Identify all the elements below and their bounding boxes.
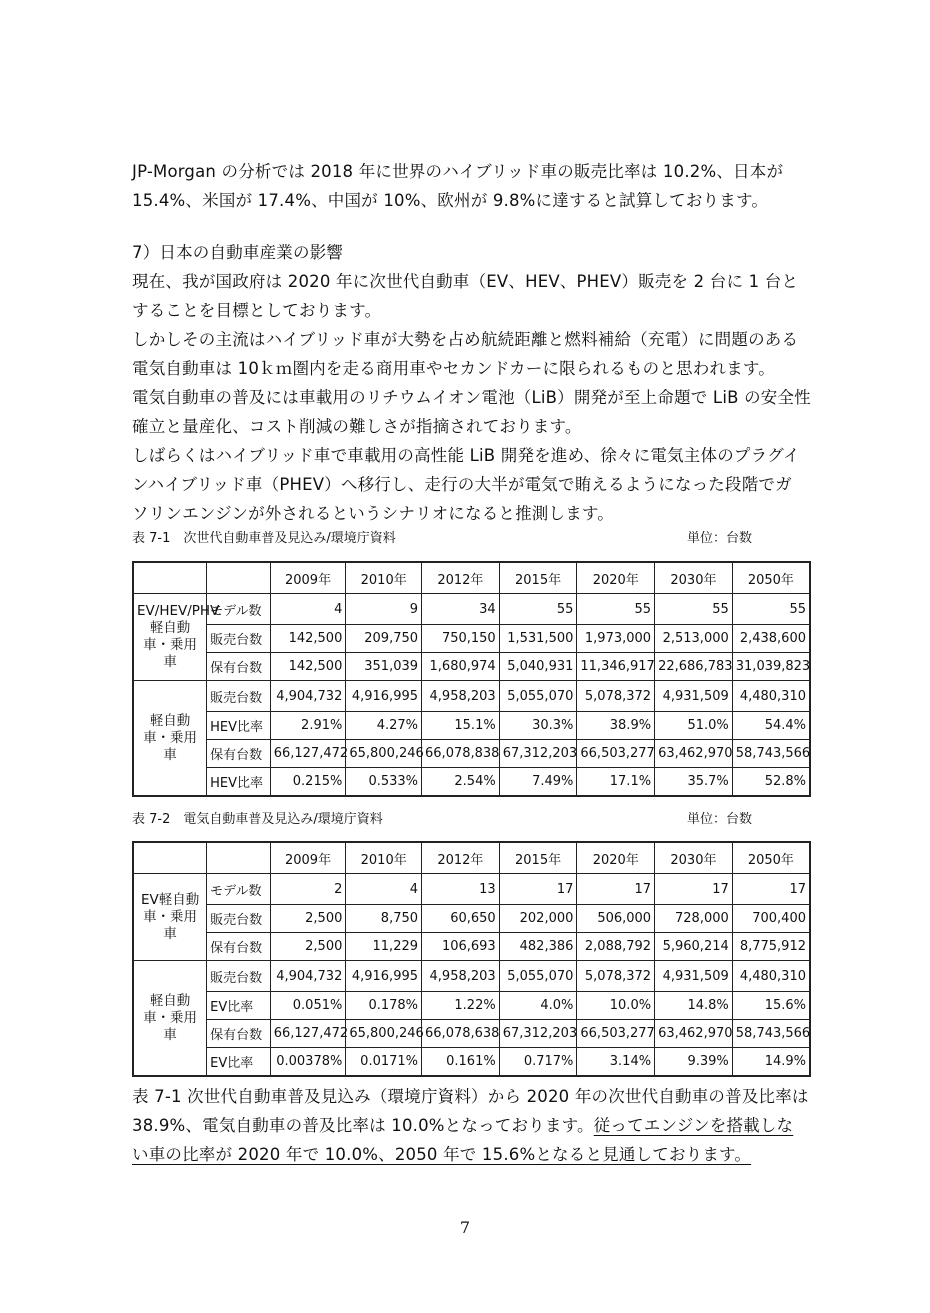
body-line: することを目標としております。 xyxy=(132,301,382,320)
table2-cell: 0.178% xyxy=(346,992,422,1020)
table2-cell: 0.0171% xyxy=(346,1048,422,1077)
table1-cell: 58,743,566 xyxy=(732,740,810,768)
table1-cell: 63,462,970 xyxy=(655,740,733,768)
table1-year-header: 2009年 xyxy=(270,562,346,594)
table1-corner-cell xyxy=(133,562,207,594)
table1-cell: 1,680,974 xyxy=(422,653,500,681)
table1-cell: 38.9% xyxy=(577,712,655,740)
table2-cell: 1.22% xyxy=(422,992,500,1020)
table2-cell: 17 xyxy=(655,874,733,905)
table2-cell: 4,931,509 xyxy=(655,961,733,992)
table1-cell: 67,312,203 xyxy=(499,740,577,768)
table2-cell: 10.0% xyxy=(577,992,655,1020)
table1-cell: 51.0% xyxy=(655,712,733,740)
body-line: ソリンエンジンが外されるというシナリオになると推測します。 xyxy=(132,504,614,523)
table2-cell: 66,127,472 xyxy=(270,1020,346,1048)
section-heading-text: 7）日本の自動車産業の影響 xyxy=(132,243,344,262)
table2-cell: 65,800,246 xyxy=(346,1020,422,1048)
table2-group-label: EV軽自動車・乗用車 xyxy=(133,874,207,961)
table2-row-label: EV比率 xyxy=(207,992,271,1020)
table2-cell: 60,650 xyxy=(422,905,500,933)
conclusion-line xyxy=(132,1111,812,1140)
table2-cell: 4 xyxy=(346,874,422,905)
table1-cell: 4,904,732 xyxy=(270,681,346,712)
table1-year-header: 2020年 xyxy=(577,562,655,594)
table1-row xyxy=(133,712,810,740)
table2-cell: 63,462,970 xyxy=(655,1020,733,1048)
body-line: しかしその主流はハイブリッド車が大勢を占め航続距離と燃料補給（充電）に問題のある xyxy=(132,330,799,349)
table2-cell: 2,088,792 xyxy=(577,933,655,961)
table1-cell: 7.49% xyxy=(499,768,577,797)
table1-cell: 142,500 xyxy=(270,653,346,681)
table1-row xyxy=(133,625,810,653)
body-paragraph xyxy=(132,267,812,528)
table2-row xyxy=(133,1020,810,1048)
table2-year-header: 2009年 xyxy=(270,842,346,874)
table1-cell: 31,039,823 xyxy=(732,653,810,681)
intro-line: JP-Morgan の分析では 2018 年に世界のハイブリッド車の販売比率は 10.2%、日本が xyxy=(132,162,784,181)
table2-cell: 13 xyxy=(422,874,500,905)
table2-cell: 14.8% xyxy=(655,992,733,1020)
table1-cell: 30.3% xyxy=(499,712,577,740)
table2-row-label: 販売台数 xyxy=(207,905,271,933)
table1-row-label: 販売台数 xyxy=(207,625,271,653)
body-line: 電気自動車は 10ｋｍ圏内を走る商用車やセカンドカーに限られるものと思われます。 xyxy=(132,359,775,378)
table2-cell: 2,500 xyxy=(270,933,346,961)
conclusion-paragraph xyxy=(132,1082,812,1169)
table1-row-label: HEV比率 xyxy=(207,768,271,797)
table1-cell: 34 xyxy=(422,594,500,625)
table1-cell: 66,078,838 xyxy=(422,740,500,768)
table1-cell: 2,513,000 xyxy=(655,625,733,653)
table1-cell: 5,040,931 xyxy=(499,653,577,681)
table2-cell: 17 xyxy=(577,874,655,905)
table2-cell: 4,958,203 xyxy=(422,961,500,992)
table1-caption-row xyxy=(132,527,752,546)
table1-cell: 2.54% xyxy=(422,768,500,797)
table1-cell: 750,150 xyxy=(422,625,500,653)
table2-cell: 67,312,203 xyxy=(499,1020,577,1048)
table1-cell: 55 xyxy=(499,594,577,625)
table2-row xyxy=(133,905,810,933)
section-heading xyxy=(132,238,812,267)
table1-cell: 55 xyxy=(655,594,733,625)
table1-cell: 65,800,246 xyxy=(346,740,422,768)
table2-unit: 単位：台数 xyxy=(686,812,752,827)
table1-cell: 1,531,500 xyxy=(499,625,577,653)
table2-cell: 14.9% xyxy=(732,1048,810,1077)
table2-group-label: 軽自動車・乗用車 xyxy=(133,961,207,1077)
table1-year-header: 2015年 xyxy=(499,562,577,594)
table1-cell: 209,750 xyxy=(346,625,422,653)
table1-year-header: 2012年 xyxy=(422,562,500,594)
table2-row-label: モデル数 xyxy=(207,874,271,905)
table2-cell: 3.14% xyxy=(577,1048,655,1077)
table2-cell: 8,750 xyxy=(346,905,422,933)
table2-year-header: 2030年 xyxy=(655,842,733,874)
body-line: しばらくはハイブリッド車で車載用の高性能 LiB 開発を進め、徐々に電気主体のプラグイ xyxy=(132,446,800,465)
table1-cell: 0.215% xyxy=(270,768,346,797)
table1-header-row xyxy=(133,562,810,594)
table2-year-header: 2010年 xyxy=(346,842,422,874)
table2-row xyxy=(133,933,810,961)
table1-cell: 55 xyxy=(577,594,655,625)
table2-cell: 5,078,372 xyxy=(577,961,655,992)
body-line: ンハイブリッド車（PHEV）へ移行し、走行の大半が電気で賄えるようになった段階でガ xyxy=(132,475,792,494)
table1-cell: 54.4% xyxy=(732,712,810,740)
table2-row-label: 保有台数 xyxy=(207,1020,271,1048)
table1-row xyxy=(133,653,810,681)
table1-cell: 15.1% xyxy=(422,712,500,740)
table2-cell: 0.051% xyxy=(270,992,346,1020)
table1-caption: 表 7-1 次世代自動車普及見込み/環境庁資料 xyxy=(132,531,396,546)
table2-header-row xyxy=(133,842,810,874)
conclusion-line: 表 7-1 次世代自動車普及見込み（環境庁資料）から 2020 年の次世代自動車の普及比率は xyxy=(132,1087,809,1106)
table1-cell: 66,127,472 xyxy=(270,740,346,768)
table2-row xyxy=(133,992,810,1020)
table2-row-label: 保有台数 xyxy=(207,933,271,961)
table2 xyxy=(132,841,811,1077)
table1-cell: 2,438,600 xyxy=(732,625,810,653)
table1-cell: 1,973,000 xyxy=(577,625,655,653)
table1-cell: 4,480,310 xyxy=(732,681,810,712)
table1-cell: 66,503,277 xyxy=(577,740,655,768)
table1-cell: 22,686,783 xyxy=(655,653,733,681)
table1-row-label: 保有台数 xyxy=(207,653,271,681)
table2-cell: 700,400 xyxy=(732,905,810,933)
table2-cell: 0.717% xyxy=(499,1048,577,1077)
table2-year-header: 2050年 xyxy=(732,842,810,874)
table2-cell: 106,693 xyxy=(422,933,500,961)
conclusion-underlined-text: 従ってエンジンを搭載しな xyxy=(593,1116,794,1135)
table2-corner-cell xyxy=(207,842,271,874)
table1-cell: 52.8% xyxy=(732,768,810,797)
table2-cell: 8,775,912 xyxy=(732,933,810,961)
table2-cell: 0.00378% xyxy=(270,1048,346,1077)
table1-row-label: HEV比率 xyxy=(207,712,271,740)
table2-corner-cell xyxy=(133,842,207,874)
table2-row-label: 販売台数 xyxy=(207,961,271,992)
table2-cell: 2,500 xyxy=(270,905,346,933)
body-line: 現在、我が国政府は 2020 年に次世代自動車（EV、HEV、PHEV）販売を 2 台に 1 台と xyxy=(132,272,799,291)
table1 xyxy=(132,561,811,797)
table1-cell: 5,078,372 xyxy=(577,681,655,712)
table2-cell: 4,904,732 xyxy=(270,961,346,992)
intro-paragraph xyxy=(132,157,812,215)
table2-cell: 0.161% xyxy=(422,1048,500,1077)
table1-year-header: 2050年 xyxy=(732,562,810,594)
table2-row-label: EV比率 xyxy=(207,1048,271,1077)
table2-year-header: 2012年 xyxy=(422,842,500,874)
table1-unit: 単位：台数 xyxy=(686,531,752,546)
body-line: 電気自動車の普及には車載用のリチウムイオン電池（LiB）開発が至上命題で LiB の安全性 xyxy=(132,388,811,407)
table1-cell: 11,346,917 xyxy=(577,653,655,681)
table1-row xyxy=(133,740,810,768)
table2-year-header: 2020年 xyxy=(577,842,655,874)
table2-row xyxy=(133,874,810,905)
table1-row-label: 販売台数 xyxy=(207,681,271,712)
table1-row xyxy=(133,594,810,625)
table2-cell: 482,386 xyxy=(499,933,577,961)
table2-cell: 5,055,070 xyxy=(499,961,577,992)
table2-cell: 15.6% xyxy=(732,992,810,1020)
table1-cell: 17.1% xyxy=(577,768,655,797)
table2-row xyxy=(133,1048,810,1077)
table1-year-header: 2030年 xyxy=(655,562,733,594)
table1-cell: 2.91% xyxy=(270,712,346,740)
table1-cell: 4,916,995 xyxy=(346,681,422,712)
table1-row-label: モデル数 xyxy=(207,594,271,625)
table1-cell: 35.7% xyxy=(655,768,733,797)
table1-group-label: EV/HEV/PHV軽自動車・乗用車 xyxy=(133,594,207,681)
conclusion-underlined-line: い車の比率が 2020 年で 10.0%、2050 年で 15.6%となると見通しております。 xyxy=(132,1145,752,1164)
table1-group-label: 軽自動車・乗用車 xyxy=(133,681,207,797)
table2-row xyxy=(133,961,810,992)
table2-caption-row xyxy=(132,808,752,827)
table1-cell: 55 xyxy=(732,594,810,625)
table2-caption: 表 7-2 電気自動車普及見込み/環境庁資料 xyxy=(132,812,383,827)
table2-cell: 4.0% xyxy=(499,992,577,1020)
table1-cell: 4 xyxy=(270,594,346,625)
table1-row-label: 保有台数 xyxy=(207,740,271,768)
table1-cell: 0.533% xyxy=(346,768,422,797)
table1-cell: 9 xyxy=(346,594,422,625)
table2-cell: 9.39% xyxy=(655,1048,733,1077)
intro-line: 15.4%、米国が 17.4%、中国が 10%、欧州が 9.8%に達すると試算しております。 xyxy=(132,191,769,210)
table1-row xyxy=(133,768,810,797)
table1-cell: 4,958,203 xyxy=(422,681,500,712)
table1-row xyxy=(133,681,810,712)
table2-cell: 2 xyxy=(270,874,346,905)
body-line: 確立と量産化、コスト削減の難しさが指摘されております。 xyxy=(132,417,582,436)
table2-cell: 58,743,566 xyxy=(732,1020,810,1048)
table1-corner-cell xyxy=(207,562,271,594)
table1-cell: 5,055,070 xyxy=(499,681,577,712)
table2-cell: 728,000 xyxy=(655,905,733,933)
table2-cell: 202,000 xyxy=(499,905,577,933)
table2-cell: 4,916,995 xyxy=(346,961,422,992)
table2-cell: 17 xyxy=(499,874,577,905)
table2-cell: 66,078,638 xyxy=(422,1020,500,1048)
table1-cell: 4.27% xyxy=(346,712,422,740)
page-number: 7 xyxy=(459,1218,471,1237)
table2-year-header: 2015年 xyxy=(499,842,577,874)
table2-cell: 506,000 xyxy=(577,905,655,933)
conclusion-text: 38.9%、電気自動車の普及比率は 10.0%となっております。 xyxy=(132,1116,594,1135)
table2-cell: 5,960,214 xyxy=(655,933,733,961)
table2-cell: 4,480,310 xyxy=(732,961,810,992)
table2-cell: 66,503,277 xyxy=(577,1020,655,1048)
table1-cell: 351,039 xyxy=(346,653,422,681)
table1-cell: 142,500 xyxy=(270,625,346,653)
table2-cell: 17 xyxy=(732,874,810,905)
table1-year-header: 2010年 xyxy=(346,562,422,594)
table1-cell: 4,931,509 xyxy=(655,681,733,712)
table2-cell: 11,229 xyxy=(346,933,422,961)
